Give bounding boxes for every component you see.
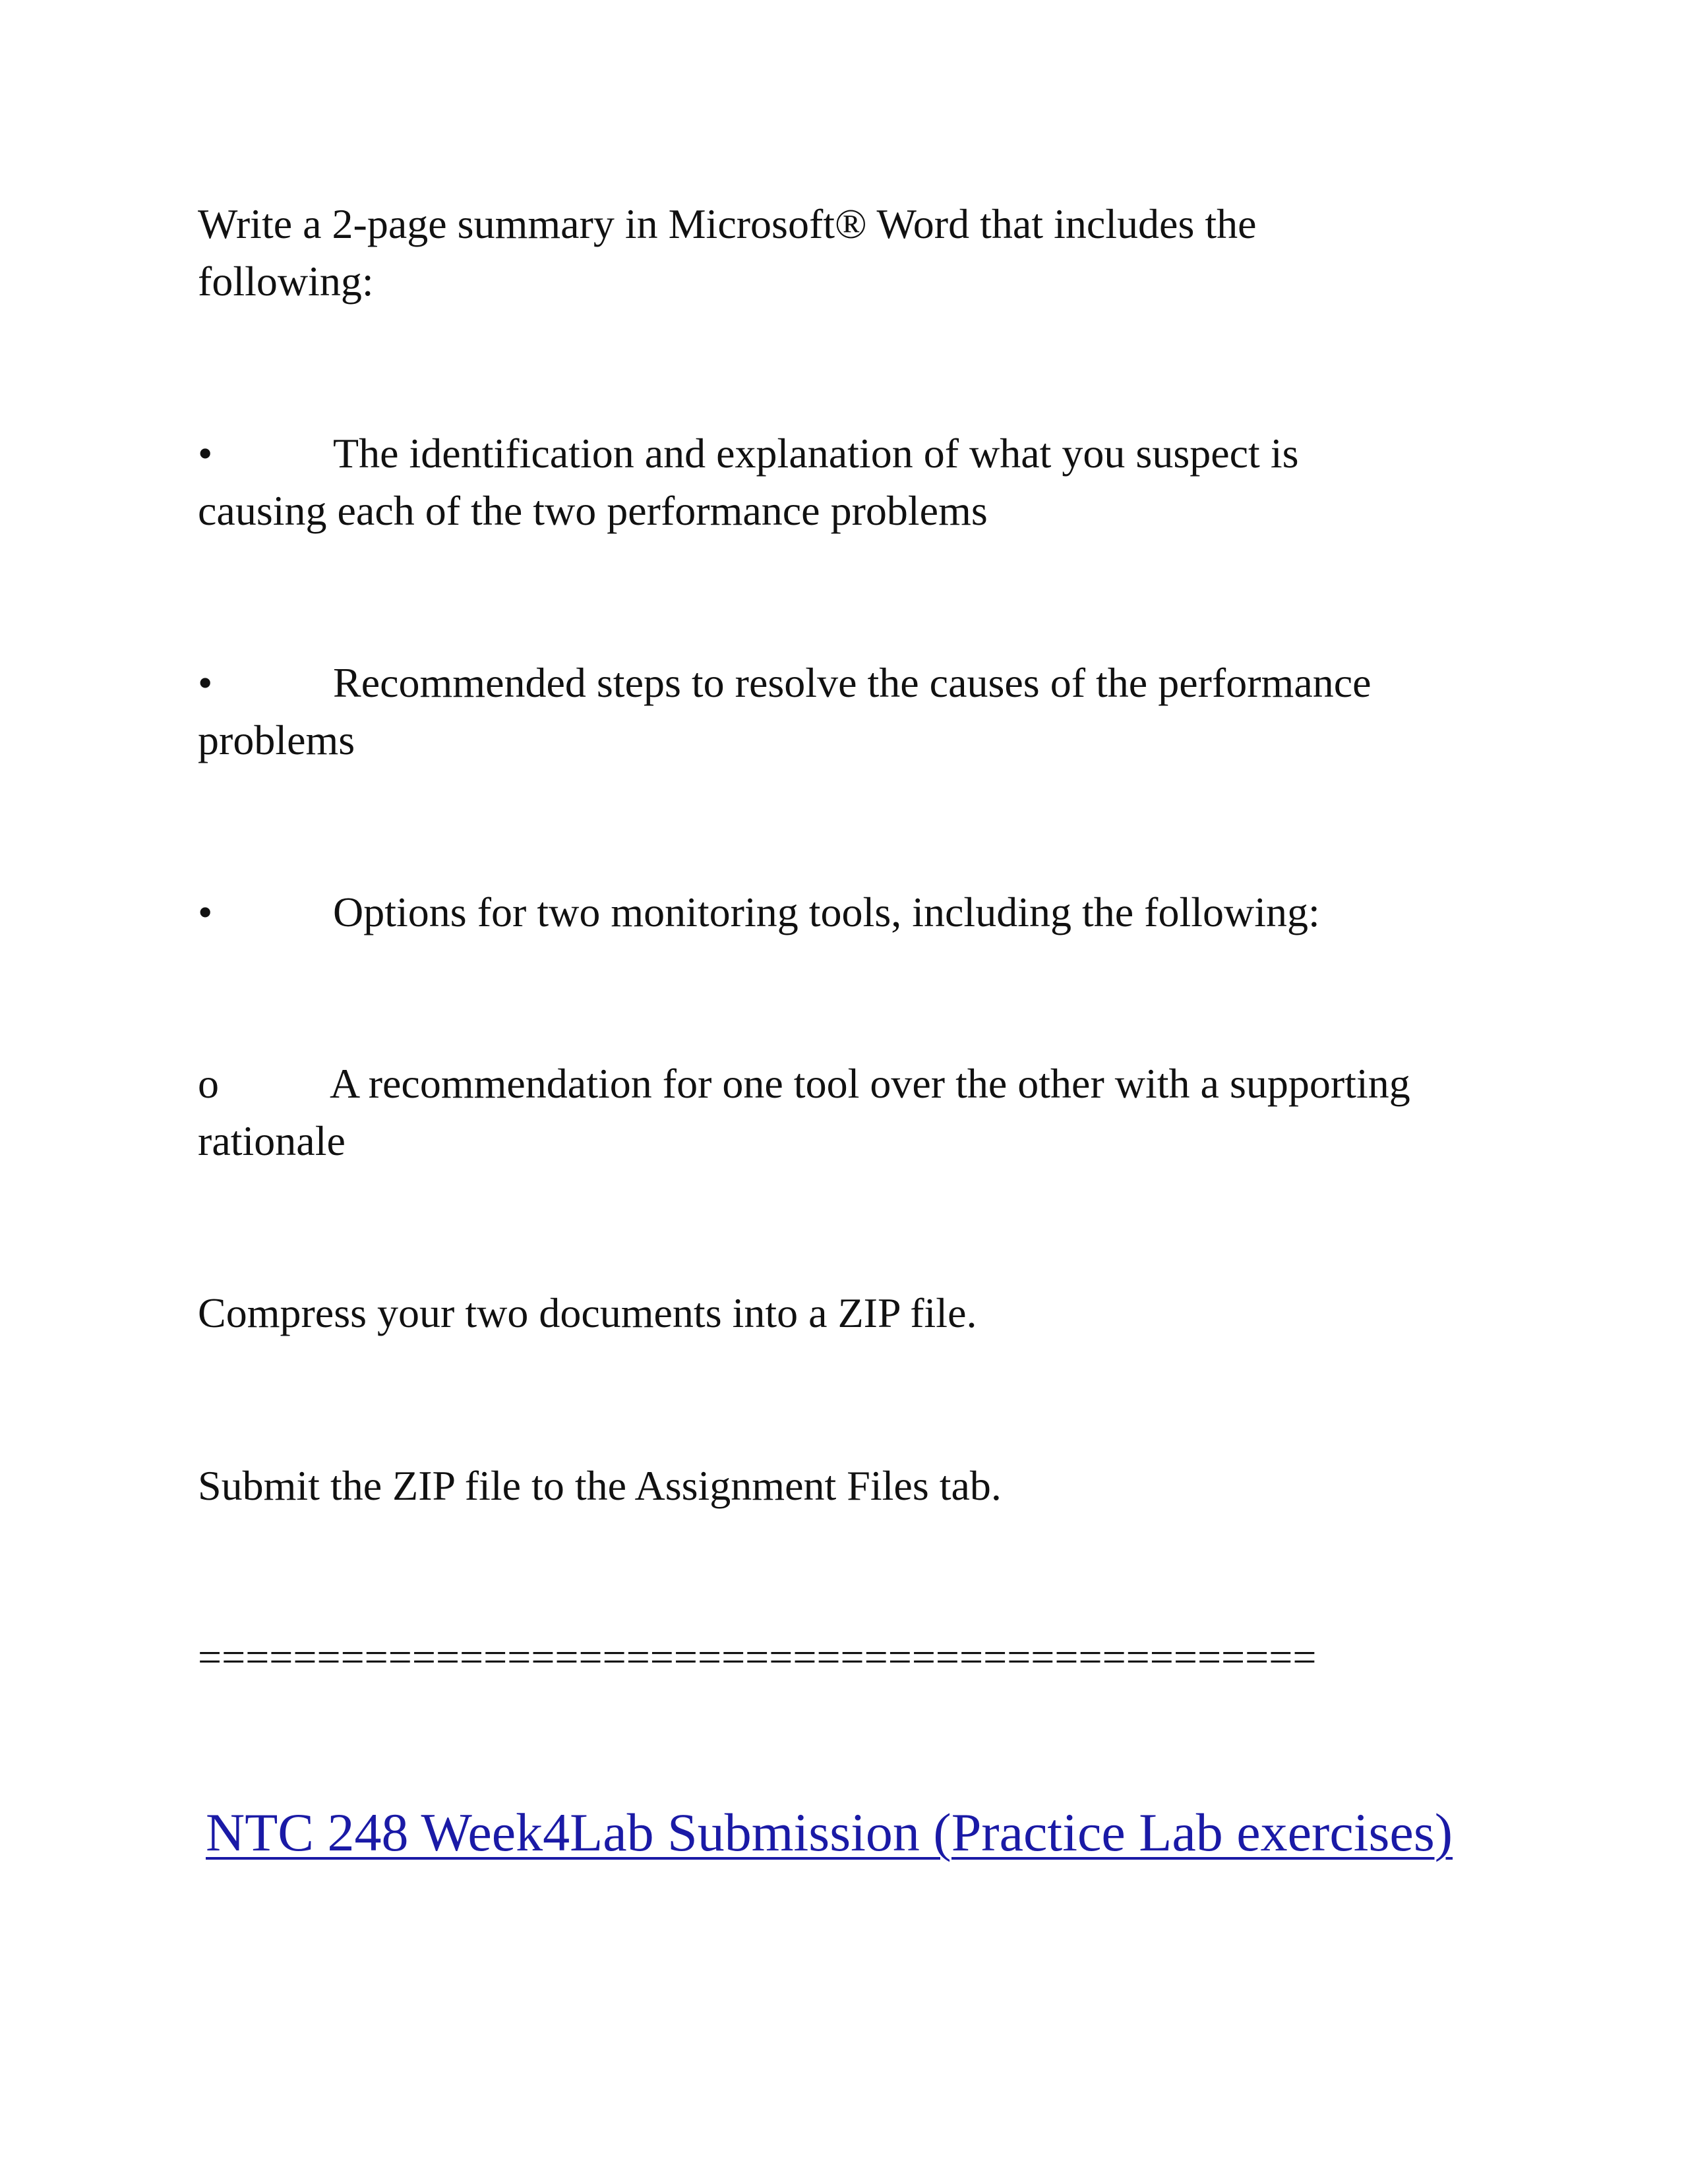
bullet-2-line-1: Recommended steps to resolve the causes of the performance xyxy=(333,659,1372,706)
sub-bullet-item xyxy=(198,1055,1517,1169)
sub-bullet-line-2: rationale xyxy=(198,1117,346,1164)
bullet-item-3 xyxy=(198,883,1517,941)
sub-bullet-marker: o xyxy=(198,1060,219,1107)
compress-instruction: Compress your two documents into a ZIP file. xyxy=(198,1289,977,1336)
bullet-marker: • xyxy=(198,430,213,477)
sub-bullet-line-1: A recommendation for one tool over the other with a supporting xyxy=(330,1060,1410,1107)
bullet-1-line-2: causing each of the two performance problems xyxy=(198,487,988,534)
bullet-2-line-2: problems xyxy=(198,717,355,763)
bullet-marker: • xyxy=(198,889,213,935)
bullet-1-line-1: The identification and explanation of what you suspect is xyxy=(333,430,1299,477)
bullet-item-2 xyxy=(198,654,1517,769)
ntc-248-week4lab-link[interactable]: NTC 248 Week4Lab Submission (Practice Lab exercises) xyxy=(206,1802,1453,1862)
bullet-item-1 xyxy=(198,425,1517,539)
submit-instruction: Submit the ZIP file to the Assignment Files tab. xyxy=(198,1462,1002,1509)
bullet-3-line-1: Options for two monitoring tools, including the following: xyxy=(333,889,1320,935)
intro-line-1: Write a 2-page summary in Microsoft® Word that includes the xyxy=(198,200,1257,247)
separator-line: =============================================== xyxy=(198,1634,1317,1680)
intro-line-2: following: xyxy=(198,258,374,305)
intro-paragraph xyxy=(198,195,1517,310)
bullet-marker: • xyxy=(198,659,213,706)
